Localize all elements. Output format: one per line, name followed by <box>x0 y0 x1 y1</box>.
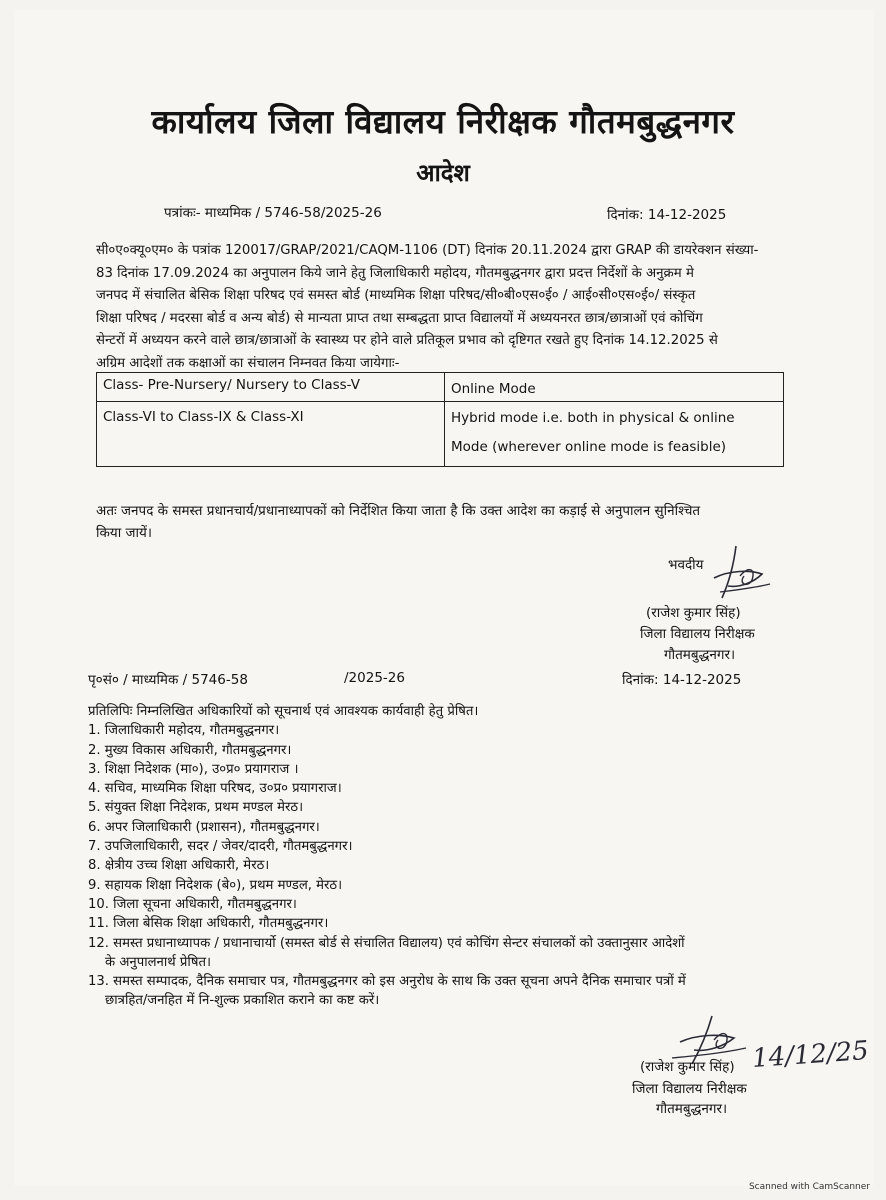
copy-to-heading: प्रतिलिपिः निम्नलिखित अधिकारियों को सूचनार्थ एवं आवश्यक कार्यवाही हेतु प्रेषित। <box>88 704 479 719</box>
intro-line: अग्रिम आदेशों तक कक्षाओं का संचालन निम्नवत किया जायेगाः- <box>96 355 400 371</box>
instruction-line: किया जायें। <box>96 525 152 541</box>
mode-text: Hybrid mode i.e. both in physical & online <box>451 410 735 426</box>
office-title: कार्यालय जिला विद्यालय निरीक्षक गौतमबुद्धनगर <box>151 102 735 141</box>
table-row <box>97 373 784 402</box>
letter-date: दिनांक: 14-12-2025 <box>607 207 727 223</box>
signatory-designation: जिला विद्यालय निरीक्षक <box>640 626 755 642</box>
list-item: 7. उपजिलाधिकारी, सदर / जेवर/दादरी, गौतमबुद्धनगर। <box>88 839 353 855</box>
copy-to-list <box>88 702 686 1011</box>
list-item: 10. जिला सूचना अधिकारी, गौतमबुद्धनगर। <box>88 896 297 912</box>
table-row <box>97 402 784 467</box>
instruction-paragraph <box>96 500 700 544</box>
intro-line: सी०ए०क्यू०एम० के पत्रांक 120017/GRAP/2021/CAQM-1106 (DT) दिनांक 20.11.2024 द्वारा GRAP की डायरेक्शन संख्या- <box>96 243 759 258</box>
endorsement-year: /2025-26 <box>344 670 405 686</box>
mode-text: Mode (wherever online mode is feasible) <box>451 439 727 455</box>
list-item: 6. अपर जिलाधिकारी (प्रशासन), गौतमबुद्धनगर। <box>88 819 320 835</box>
list-item: 9. सहायक शिक्षा निदेशक (बे०), प्रथम मण्डल, मेरठ। <box>88 877 343 893</box>
endorsement-number: पृ०सं० / माध्यमिक / 5746-58 <box>88 672 248 688</box>
class-cell: Class-VI to Class-IX & Class-XI <box>97 402 445 467</box>
intro-line: शिक्षा परिषद / मदरसा बोर्ड व अन्य बोर्ड) से मान्यता प्राप्त तथा सम्बद्धता प्राप्त विद्यालयों में अध्ययनरत छात्र/छात्राओं एवं कोचिंग <box>96 310 703 326</box>
list-item: 3. शिक्षा निदेशक (मा०), उ०प्र० प्रयागराज । <box>88 761 299 777</box>
endorsement-date: दिनांक: 14-12-2025 <box>622 672 742 688</box>
order-heading: आदेश <box>416 159 470 187</box>
mode-cell <box>445 373 784 402</box>
list-item-continuation: के अनुपालनार्थ प्रेषित। <box>105 954 211 970</box>
list-item: 11. जिला बेसिक शिक्षा अधिकारी, गौतमबुद्धनगर। <box>88 916 329 932</box>
list-item: 5. संयुक्त शिक्षा निदेशक, प्रथम मण्डल मेरठ। <box>88 800 304 816</box>
signatory-place: गौतमबुद्धनगर। <box>664 647 736 663</box>
list-item: 8. क्षेत्रीय उच्च शिक्षा अधिकारी, मेरठ। <box>88 858 270 874</box>
mode-cell <box>445 402 784 467</box>
handwritten-date: 14/12/25 <box>751 1035 870 1075</box>
intro-paragraph <box>96 240 796 375</box>
list-item: 1. जिलाधिकारी महोदय, गौतमबुद्धनगर। <box>88 723 280 739</box>
signatory-designation: जिला विद्यालय निरीक्षक <box>632 1081 747 1097</box>
signatory-name: (राजेश कुमार सिंह) <box>646 605 741 621</box>
intro-line: 83 दिनांक 17.09.2024 का अनुपालन किये जाने हेतु जिलाधिकारी महोदय, गौतमबुद्धनगर द्वारा प्रदत्त निर्देशों के अनुक्रम मे <box>96 265 694 281</box>
intro-line: जनपद में संचालित बेसिक शिक्षा परिषद एवं समस्त बोर्ड (माध्यमिक शिक्षा परिषद/सी०बी०एस०ई० / आई०सी०एस०ई०/ संस्कृत <box>96 288 696 303</box>
list-item-continuation: छात्रहित/जनहित में नि-शुल्क प्रकाशित कराने का कष्ट करें। <box>105 993 380 1009</box>
list-item: 12. समस्त प्रधानाध्यापक / प्रधानाचार्यो (समस्त बोर्ड से संचालित विद्यालय) एवं कोचिंग सेन्टर संचालकों को उक्तानुसार आदेशों <box>88 935 685 951</box>
scanner-watermark: Scanned with CamScanner <box>748 1182 870 1192</box>
instruction-line: अतः जनपद के समस्त प्रधानचार्य/प्रधानाध्यापकों को निर्देशित किया जाता है कि उक्त आदेश का कड़ाई से अनुपालन सुनिश्चित <box>96 503 701 519</box>
class-cell: Class- Pre-Nursery/ Nursery to Class-V <box>97 373 445 402</box>
intro-line: सेन्टरों में अध्ययन करने वाले छात्र/छात्राओं के स्वास्थ्य पर होने वाले प्रतिकूल प्रभाव को दृष्टिगत रखते हुए दिनांक 14.12.2025 से <box>96 333 718 348</box>
list-item: 4. सचिव, माध्यमिक शिक्षा परिषद, उ०प्र० प्रयागराज। <box>88 781 342 797</box>
closing-text: भवदीय <box>668 557 704 573</box>
mode-text: Online Mode <box>451 381 536 397</box>
signatory-name: (राजेश कुमार सिंह) <box>640 1059 735 1075</box>
list-item: 13. समस्त सम्पादक, दैनिक समाचार पत्र, गौतमबुद्धनगर को इस अनुरोध के साथ कि उक्त सूचना अपने दैनिक समाचार पत्रों में <box>88 974 686 990</box>
class-mode-table <box>96 372 784 467</box>
signature-scribble-icon <box>700 540 780 610</box>
letter-number: पत्रांकः- माध्यमिक / 5746-58/2025-26 <box>164 205 382 221</box>
signatory-place: गौतमबुद्धनगर। <box>656 1101 728 1117</box>
list-item: 2. मुख्य विकास अधिकारी, गौतमबुद्धनगर। <box>88 742 292 758</box>
